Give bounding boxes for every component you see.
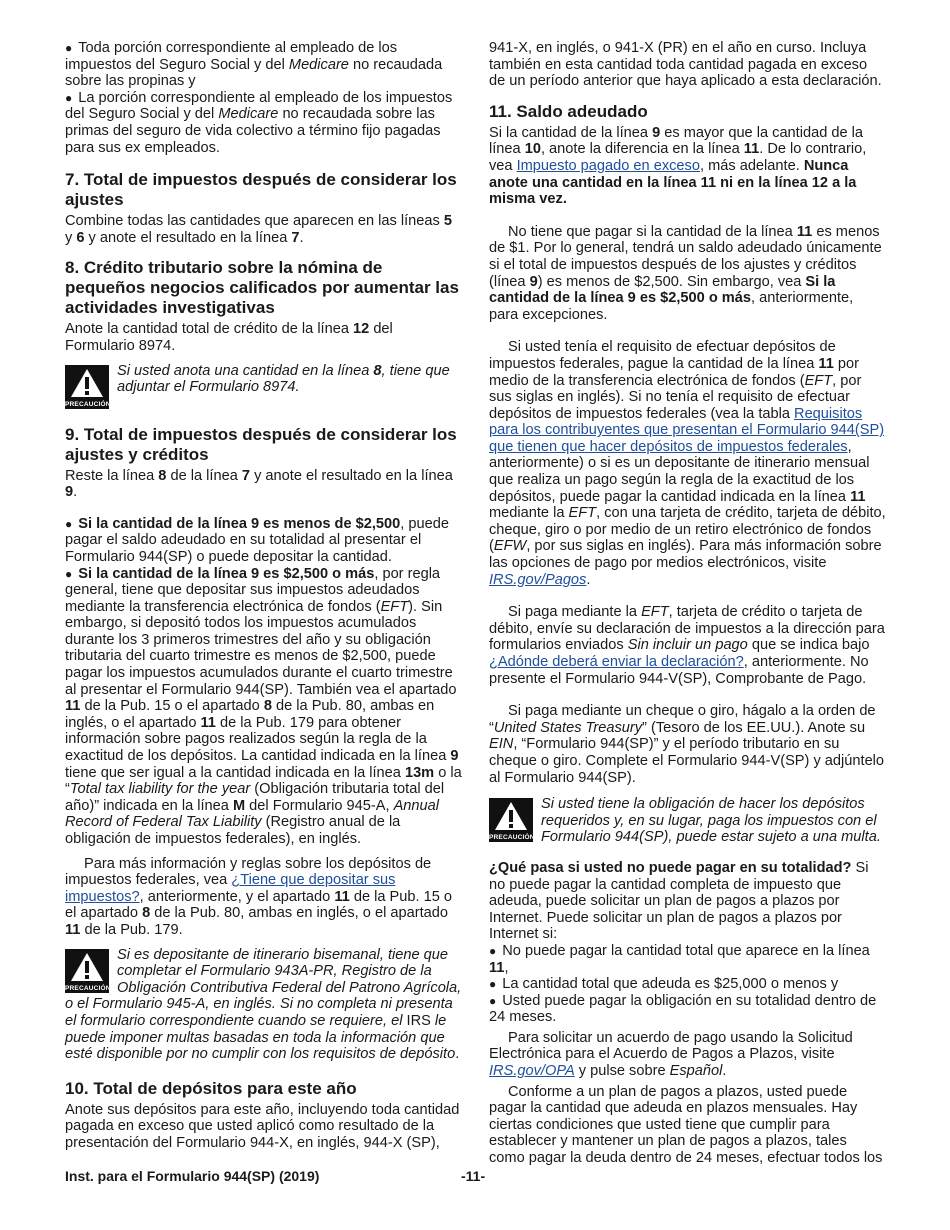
link-requisitos-contribuyentes[interactable]: Requisitos para los contribuyentes que presentan el Formulario 944(SP) que tienen que hacer depósitos de impuestos federales — [489, 405, 885, 455]
paragraph-line-9: Reste la línea 8 de la línea 7 y anote el resultado en la línea 9. — [65, 467, 453, 501]
caution-icon: PRECAUCIÓN — [489, 798, 533, 842]
bullet-item: ● La porción correspondiente al empleado de los impuestos del Seguro Social y del Medicare no recaudada sobre las primas del seguro de vida colectivo a término fijo pagadas para sus ex empleados. — [65, 89, 453, 156]
right-column — [489, 40, 886, 1167]
link-impuesto-pagado-en-exceso[interactable]: Impuesto pagado en exceso — [516, 157, 700, 174]
link-adonde-enviar[interactable]: ¿Adónde deberá enviar la declaración? — [489, 654, 744, 670]
bullet-item: ● Si la cantidad de la línea 9 es $2,500 o más, por regla general, tiene que depositar sus impuestos adeudados mediante la transferencia electrónica de fondos (EFT). Sin embargo, si depositó todos los impuestos acumulados durante los 3 primeros trimestres del año y su obligación tributaria del cuarto trimestre es menos de $2,500, puede pagar los impuestos acumulados durante el cuarto trimestre al presentar el Formulario 944(SP). También vea el apartado 11 de la Pub. 15 o el apartado 8 de la Pub. 80, ambas en inglés, o el apartado 11 de la Pub. 179 para obtener información sobre pagos realizados según la regla de la exactitud de los depósitos. La cantidad indicada en la línea 9 tiene que ser igual a la cantidad indicada en la línea 13m o la “Total tax liability for the year (Obligación tributaria total del año)” indicada en la línea M del Formulario 945-A, Annual Record of Federal Tax Liability (Registro anual de la obligación de impuestos federales), en inglés. — [65, 565, 462, 847]
paragraph-solicitud-acuerdo: Para solicitar un acuerdo de pago usando la Solicitud Electrónica para el Acuerdo de Pagos a Plazos, visite IRS.gov/OPA y pulse sobre Español. — [489, 1029, 853, 1080]
bullet-item: ● Usted puede pagar la obligación en su totalidad dentro de 24 meses. — [489, 992, 877, 1026]
left-column — [65, 40, 462, 1152]
page-number: -11- — [461, 1168, 486, 1184]
heading-line-11: 11. Saldo adeudado — [489, 101, 648, 121]
heading-line-10: 10. Total de depósitos para este año — [65, 1078, 357, 1098]
link-irs-opa[interactable]: IRS.gov/OPA — [489, 1063, 575, 1080]
bullet-item: ● Si la cantidad de la línea 9 es menos de $2,500, puede pagar el saldo adeudado en su totalidad al presentar el Formulario 944(SP) o puede depositar la cantidad. — [65, 515, 449, 565]
bullet-icon: ● — [489, 943, 497, 958]
paragraph-line-11: Si la cantidad de la línea 9 es mayor que la cantidad de la línea 10, anote la diferencia en la línea 11. De lo contrario, vea Impuesto pagado en exceso, más adelante. Nunca anote una cantidad en la línea 11 ni en la línea 12 a la misma vez. — [489, 124, 867, 208]
heading-line-8: 8. Crédito tributario sobre la nómina de pequeños negocios calificados por aumentar las actividades investigativas — [65, 258, 459, 318]
bullet-icon: ● — [489, 993, 497, 1008]
link-irs-pagos[interactable]: IRS.gov/Pagos — [489, 571, 587, 588]
paragraph-line-7: Combine todas las cantidades que aparecen en las líneas 5 y 6 y anote el resultado en la línea 7. — [65, 213, 452, 246]
caution-note — [489, 796, 886, 846]
paragraph-line-10-cont: 941-X, en inglés, o 941-X (PR) en el año en curso. Incluya también en esta cantidad toda cantidad pagada en exceso de un período anterior que haya aplicado a esta declaración. — [489, 40, 882, 90]
bullet-icon: ● — [65, 516, 73, 531]
bullet-item: ● Toda porción correspondiente al empleado de los impuestos del Seguro Social y del Medicare no recaudada sobre las propinas y — [65, 40, 443, 90]
paragraph-no-puede-pagar: ¿Qué pasa si usted no puede pagar en su totalidad? Si no puede pagar la cantidad completa de impuesto que adeuda, puede solicitar un plan de pagos a plazos por Internet. Puede solicitar un plan de pagos a plazos por Internet si: — [489, 859, 869, 943]
paragraph-no-tiene-que-pagar: No tiene que pagar si la cantidad de la línea 11 es menos de $1. Por lo general, tendrá un saldo adeudado únicamente si el total de impuestos después de los ajustes y créditos (línea 9) es menos de $2,500. Sin embargo, vea Si la cantidad de la línea 9 es $2,500 o más, anteriormente, para excepciones. — [489, 223, 882, 323]
paragraph-line-8: Anote la cantidad total de crédito de la línea 12 del Formulario 8974. — [65, 321, 393, 354]
caution-text: Si usted tiene la obligación de hacer los depósitos requeridos y, en su lugar, paga los impuestos con el Formulario 944(SP), puede estar sujeto a una multa. — [541, 796, 881, 846]
bullet-icon: ● — [489, 977, 497, 992]
caution-icon: PRECAUCIÓN — [65, 365, 109, 409]
footer-form-title: Inst. para el Formulario 944(SP) (2019) — [65, 1168, 320, 1184]
bullet-icon: ● — [65, 41, 73, 55]
caution-icon: PRECAUCIÓN — [65, 949, 109, 993]
paragraph-depositos: Si usted tenía el requisito de efectuar depósitos de impuestos federales, pague la cantidad de la línea 11 por medio de la transferencia electrónica de fondos (EFT, por sus siglas en inglés). Si no tenía el requisito de efectuar depósitos de impuestos federales (vea la tabla Requisitos para los contribuyentes que presentan el Formulario 944(SP) que tienen que hacer depósitos de impuestos federales, anteriormente) o si es un depositante de itinerario mensual que realiza un pago según la regla de la exactitud de los depósitos, puede pagar la cantidad indicada en la línea 11 mediante la EFT, con una tarjeta de crédito, tarjeta de débito, cheque, giro o por medio de un retiro electrónico de fondos (EFW, por sus siglas en inglés). Para más información sobre las opciones de pago por medios electrónicos, visite IRS.gov/Pagos. — [489, 339, 886, 588]
caution-note — [65, 363, 462, 409]
heading-line-7: 7. Total de impuestos después de considerar los ajustes — [65, 170, 457, 210]
paragraph-cheque-giro: Si paga mediante un cheque o giro, hágalo a la orden de “United States Treasury” (Tesoro de los EE.UU.). Anote su EIN, “Formulario 944(SP)” y el período tributario en su cheque o giro. Complete el Formulario 944-V(SP) y adjúntelo al Formulario 944(SP). — [489, 703, 885, 786]
bullet-icon: ● — [65, 566, 73, 581]
heading-line-9: 9. Total de impuestos después de considerar los ajustes y créditos — [65, 424, 457, 464]
caution-note — [65, 947, 462, 1063]
paragraph-more-info: Para más información y reglas sobre los depósitos de impuestos federales, vea ¿Tiene que depositar sus impuestos?, anteriormente, y el apartado 11 de la Pub. 15 o el apartado 8 de la Pub. 80, ambas en inglés, o el apartado 11 de la Pub. 179. — [65, 855, 453, 938]
bullet-item: ● La cantidad total que adeuda es $25,000 o menos y — [489, 976, 839, 993]
caution-text: Si es depositante de itinerario bisemanal, tiene que completar el Formulario 943A-PR, Registro de la Obligación Contributiva Federal del Patrono Agrícola, o el Formulario 945-A, en inglés. Si no completa ni presenta el formulario correspondiente cuando se requiere, el IRS le puede imponer multas basadas en toda la información que esté disponible por no cumplir con los requisitos de depósito. — [65, 946, 462, 1063]
paragraph-eft-envio: Si paga mediante la EFT, tarjeta de crédito o tarjeta de débito, envíe su declaración de impuestos a la dirección para formularios enviados Sin incluir un pago que se indica bajo ¿Adónde deberá enviar la declaración?, anteriormente. No presente el Formulario 944-V(SP), Comprobante de Pago. — [489, 604, 885, 687]
paragraph-plan-pagos: Conforme a un plan de pagos a plazos, usted puede pagar la cantidad que adeuda en plazos mensuales. Hay ciertas condiciones que usted tiene que cumplir para establecer y mantener un plan de pagos a plazos, tales como pagar la deuda dentro de 24 meses, efectuar todos los — [489, 1083, 883, 1167]
bullet-icon: ● — [65, 90, 73, 105]
caution-text: Si usted anota una cantidad en la línea 8, tiene que adjuntar el Formulario 8974. — [117, 362, 450, 396]
paragraph-line-10: Anote sus depósitos para este año, incluyendo toda cantidad pagada en exceso que usted aplicó como resultado de la presentación del Formulario 944-X, en inglés, 944-X (SP), — [65, 1101, 460, 1151]
link-tiene-que-depositar[interactable]: ¿Tiene que depositar sus impuestos? — [65, 872, 396, 905]
bullet-item: ● No puede pagar la cantidad total que aparece en la línea 11, — [489, 942, 870, 976]
